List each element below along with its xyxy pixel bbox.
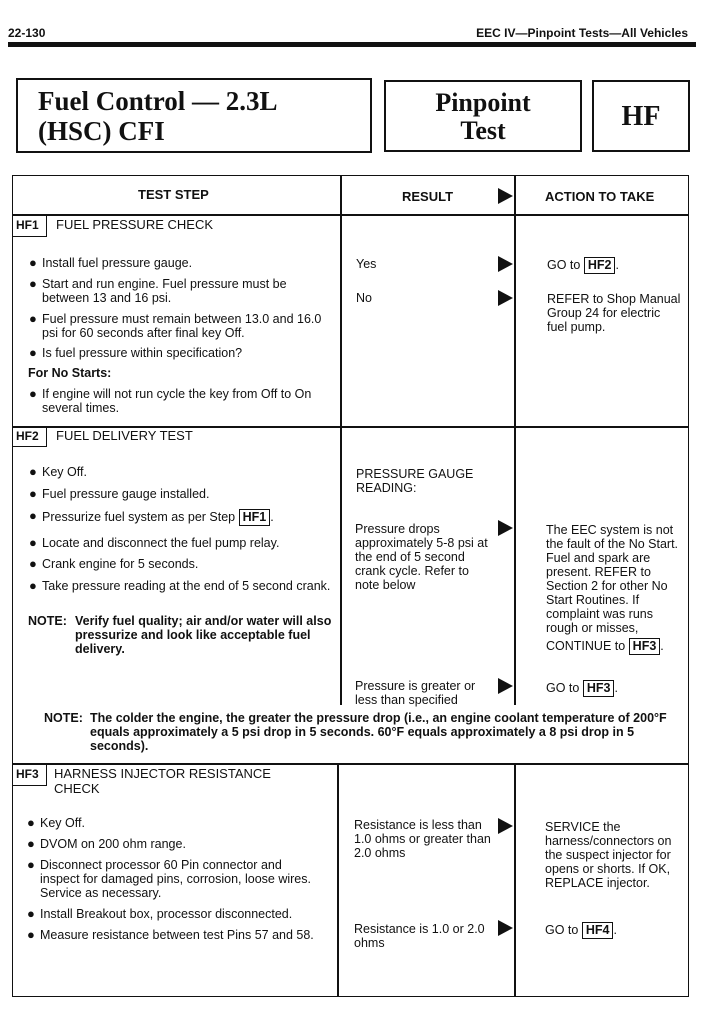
hf1-action-yes: GO to HF2 . bbox=[547, 258, 619, 272]
hf2-bullet-5: ● Crank engine for 5 seconds. bbox=[29, 556, 199, 571]
page-number: 22-130 bbox=[8, 26, 46, 40]
hf2-bottom-note bbox=[44, 711, 674, 753]
hf3-tag: HF3 bbox=[16, 767, 39, 781]
hf3-result-2: Resistance is 1.0 or 2.0 ohms bbox=[354, 922, 485, 950]
hf2-bullet-1: ● Key Off. bbox=[29, 464, 87, 479]
title-line-2: (HSC) CFI bbox=[38, 116, 165, 146]
hf3-ref[interactable]: HF3 bbox=[629, 638, 661, 655]
hf2-ref[interactable]: HF2 bbox=[584, 257, 616, 274]
hf3-bullet-2: ● DVOM on 200 ohm range. bbox=[27, 836, 186, 851]
hf3-result-1: Resistance is less than 1.0 ohms or greater than 2.0 ohms bbox=[354, 818, 491, 860]
bottom-note-label: NOTE: bbox=[44, 711, 83, 725]
hf2-action-2: GO to HF3 . bbox=[546, 681, 618, 695]
running-title: EEC IV—Pinpoint Tests—All Vehicles bbox=[476, 26, 688, 40]
hf1-result-no: No bbox=[356, 291, 372, 305]
arrow-icon bbox=[498, 920, 513, 936]
arrow-icon bbox=[498, 256, 513, 272]
header-rule bbox=[8, 42, 696, 47]
test-label: Test bbox=[460, 116, 506, 145]
hf3-ref[interactable]: HF3 bbox=[583, 680, 615, 697]
hf4-ref[interactable]: HF4 bbox=[582, 922, 614, 939]
hf3-bullet-5: ● Measure resistance between test Pins 57 and 58. bbox=[27, 927, 314, 942]
hf2-result-1: Pressure drops approximately 5-8 psi at the end of 5 second crank cycle. Refer to note below bbox=[355, 522, 488, 592]
pinpoint-label: Pinpoint bbox=[435, 88, 531, 117]
hf1-name: FUEL PRESSURE CHECK bbox=[56, 217, 213, 232]
hf1-result-yes: Yes bbox=[356, 257, 377, 271]
hf2-tag: HF2 bbox=[16, 429, 39, 443]
hf1-bullet-4: ● Is fuel pressure within specification? bbox=[29, 345, 243, 360]
hf3-name: HARNESS INJECTOR RESISTANCE CHECK bbox=[54, 766, 271, 796]
hf1-tag: HF1 bbox=[16, 218, 39, 232]
hf1-bullet-5: ● If engine will not run cycle the key from Off to On several times. bbox=[29, 386, 312, 415]
col-action: ACTION TO TAKE bbox=[545, 189, 655, 204]
hf1-action-no: REFER to Shop Manual Group 24 for electric fuel pump. bbox=[547, 292, 681, 334]
arrow-icon bbox=[498, 290, 513, 306]
title-box bbox=[16, 78, 372, 153]
arrow-icon bbox=[498, 818, 513, 834]
test-code: HF bbox=[621, 101, 661, 132]
col-test-step: TEST STEP bbox=[138, 187, 209, 202]
hf2-bullet-6: ● Take pressure reading at the end of 5 second crank. bbox=[29, 578, 331, 593]
hf1-no-starts-label: For No Starts: bbox=[28, 366, 112, 380]
test-code-box bbox=[592, 80, 690, 152]
hf2-bullet-3: ● Pressurize fuel system as per Step HF1 . bbox=[29, 508, 274, 524]
col-divider-2 bbox=[514, 175, 516, 705]
hf3-action-2: GO to HF4 . bbox=[545, 923, 617, 937]
hf3-bullet-3: ● Disconnect processor 60 Pin connector and inspect for damaged pins, corrosion, loose wires. Service as necessary. bbox=[27, 857, 311, 900]
title-line-1: Fuel Control — 2.3L bbox=[38, 86, 278, 116]
hf2-action-1: The EEC system is not the fault of the No Start. Fuel and spark are present. REFER to Section 2 for other No Start Routines. If complaint was runs rough or misses, CONTINUE to HF3 . bbox=[546, 523, 679, 653]
hf2-result-heading: PRESSURE GAUGE READING: bbox=[356, 467, 474, 495]
col-divider-1 bbox=[340, 175, 342, 705]
col-divider-1b bbox=[337, 764, 339, 997]
col-result: RESULT bbox=[402, 189, 454, 204]
hf3-bullet-1: ● Key Off. bbox=[27, 815, 85, 830]
hf1-bullet-2: ● Start and run engine. Fuel pressure must be between 13 and 16 psi. bbox=[29, 276, 287, 305]
hf2-name: FUEL DELIVERY TEST bbox=[56, 428, 193, 443]
hf2-result-2: Pressure is greater or less than specified bbox=[355, 679, 476, 707]
hf3-bullet-4: ● Install Breakout box, processor disconnected. bbox=[27, 906, 293, 921]
hf3-action-1: SERVICE the harness/connectors on the suspect injector for opens or shorts. If OK, REPLACE injector. bbox=[545, 820, 672, 890]
arrow-icon bbox=[498, 188, 513, 204]
arrow-icon bbox=[498, 678, 513, 694]
hf3-row-line bbox=[12, 763, 689, 765]
hf1-bullet-3: ● Fuel pressure must remain between 13.0 and 16.0 psi for 60 seconds after final key Off. bbox=[29, 311, 322, 340]
hf1-bullet-1: ● Install fuel pressure gauge. bbox=[29, 255, 193, 270]
hf2-note-label: NOTE: bbox=[28, 614, 67, 628]
hf1-ref[interactable]: HF1 bbox=[239, 509, 271, 526]
hf2-bullet-2: ● Fuel pressure gauge installed. bbox=[29, 486, 210, 501]
hf2-note-text: Verify fuel quality; air and/or water will also pressurize and look like acceptable fuel delivery. bbox=[75, 614, 332, 656]
test-title bbox=[38, 86, 278, 146]
hf2-bullet-4: ● Locate and disconnect the fuel pump relay. bbox=[29, 535, 280, 550]
header-row-line bbox=[12, 214, 689, 216]
arrow-icon bbox=[498, 520, 513, 536]
col-divider-2b bbox=[514, 764, 516, 997]
pinpoint-box bbox=[384, 80, 582, 152]
bottom-note-text: The colder the engine, the greater the pressure drop (i.e., an engine coolant temperature of 200°F equals approximately a 5 psi drop in 5 seconds. 60°F equals approximately a 8 psi drop in 5 seconds). bbox=[90, 711, 667, 753]
